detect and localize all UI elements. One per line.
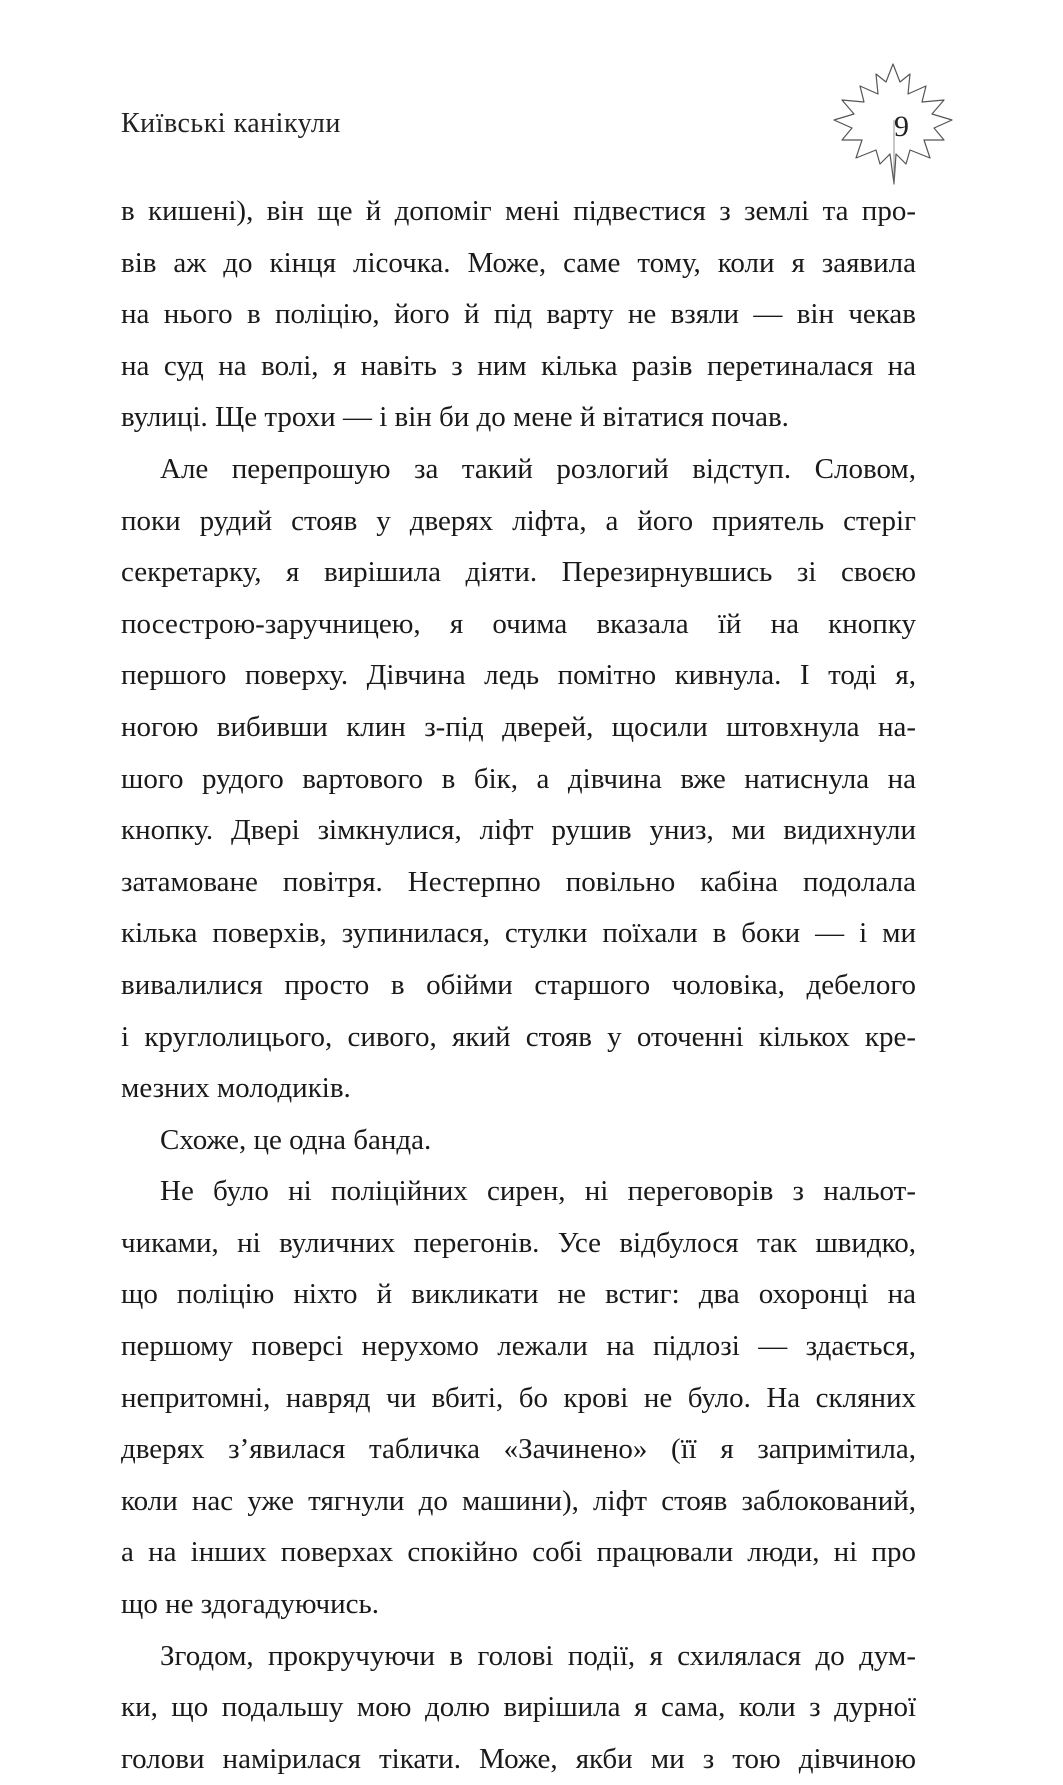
text-line: в кишені), він ще й допоміг мені підвестися з землі та про- xyxy=(121,195,916,227)
text-line: вивалилися просто в обійми старшого чоловіка, дебелого xyxy=(121,968,916,1001)
page-number: 9 xyxy=(894,110,909,143)
text-line: на нього в поліцію, його й під варту не взяли — він чекав xyxy=(121,298,916,331)
text-line: Схоже, це одна банда. xyxy=(160,1123,432,1156)
text-line: секретарку, я вирішила діяти. Перезирнувшись зі своєю xyxy=(121,556,916,589)
text-line: чиками, ні вуличних перегонів. Усе відбулося так швидко, xyxy=(121,1226,916,1259)
text-line: першому поверсі нерухомо лежали на підлозі — здається, xyxy=(121,1330,916,1363)
text-line: коли нас уже тягнули до машини), ліфт стояв заблокований, xyxy=(121,1484,916,1517)
text-line: шого рудого вартового в бік, а дівчина вже натиснула на xyxy=(121,762,916,795)
maple-leaf-outline-icon xyxy=(818,60,968,190)
text-line: непритомні, навряд чи вбиті, бо крові не було. На скляних xyxy=(121,1381,916,1414)
text-line: вів аж до кінця лісочка. Може, саме тому, коли я заявила xyxy=(121,246,916,279)
body-text xyxy=(121,186,916,1785)
text-line: вулиці. Ще трохи — і він би до мене й вітатися почав. xyxy=(121,401,789,434)
text-line: поки рудий стояв у дверях ліфта, а його приятель стеріг xyxy=(121,504,916,537)
text-line: кнопку. Двері зімкнулися, ліфт рушив униз, ми видихнули xyxy=(121,814,916,847)
text-line: посестрою-заручницею, я очима вказала їй на кнопку xyxy=(121,607,916,640)
text-line: що не здогадуючись. xyxy=(121,1588,379,1621)
text-line: і круглолицього, сивого, який стояв у оточенні кількох кре- xyxy=(121,1020,916,1053)
text-line: на суд на волі, я навіть з ним кілька разів перетиналася на xyxy=(121,349,916,382)
text-line: що поліцію ніхто й викликати не встиг: два охоронці на xyxy=(121,1278,916,1311)
text-line: а на інших поверхах спокійно собі працювали люди, ні про xyxy=(121,1536,916,1569)
text-line: першого поверху. Дівчина ледь помітно кивнула. І тоді я, xyxy=(121,659,916,692)
text-line: Але перепрошую за такий розлогий відступ. Словом, xyxy=(160,452,916,485)
text-line: затамоване повітря. Нестерпно повільно кабіна подолала xyxy=(121,865,916,898)
page-number-ornament xyxy=(818,60,968,190)
text-line: дверях з’явилася табличка «Зачинено» (її я запримітила, xyxy=(121,1433,916,1466)
text-line: мезних молодиків. xyxy=(121,1072,351,1105)
text-line: ки, що подальшу мою долю вирішила я сама, коли з дурної xyxy=(121,1691,916,1724)
text-line: голови намірилася тікати. Може, якби ми з тою дівчиною xyxy=(121,1742,916,1775)
running-title: Київські канікули xyxy=(121,108,341,139)
text-line: Згодом, прокручуючи в голові події, я схилялася до дум- xyxy=(160,1639,916,1672)
text-line: Не було ні поліційних сирен, ні переговорів з нальот- xyxy=(160,1175,916,1208)
text-line: ногою вибивши клин з-під дверей, щосили штовхнула на- xyxy=(121,710,916,743)
text-line: кілька поверхів, зупинилася, стулки поїхали в боки — і ми xyxy=(121,917,916,950)
